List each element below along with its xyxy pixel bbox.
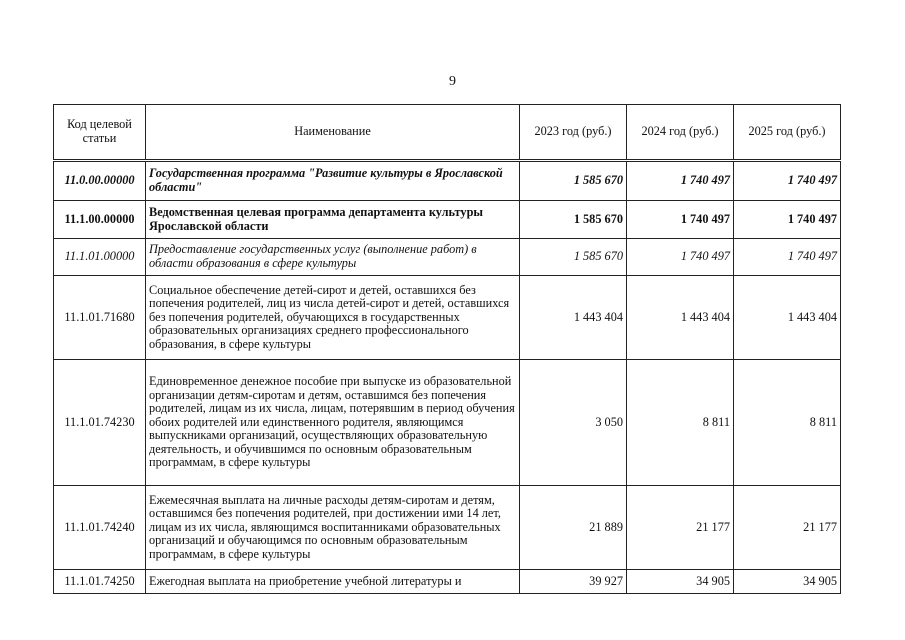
row-name: Социальное обеспечение детей-сирот и детей, оставшихся без попечения родителей, лиц из числа детей-сирот и детей, оставшихся без попечения родителей, обучающихся в государственных образовательных организациях среднего профессионального образования, в сфере культуры: [146, 276, 520, 360]
row-2024: 1 443 404: [627, 276, 734, 360]
row-code: 11.0.00.00000: [54, 161, 146, 201]
table-row: [54, 276, 841, 360]
row-2025: 1 740 497: [734, 161, 841, 201]
page-number: 9: [449, 74, 456, 89]
row-2025: 1 443 404: [734, 276, 841, 360]
row-name: Предоставление государственных услуг (выполнение работ) в области образования в сфере культуры: [146, 239, 520, 276]
header-2023: 2023 год (руб.): [520, 105, 627, 161]
row-2025: 1 740 497: [734, 239, 841, 276]
row-2024: 1 740 497: [627, 161, 734, 201]
row-2023: 1 585 670: [520, 239, 627, 276]
row-2024: 1 740 497: [627, 201, 734, 239]
table-row: [54, 570, 841, 594]
row-name: Ведомственная целевая программа департамента культуры Ярославской области: [146, 201, 520, 239]
row-code: 11.1.01.74240: [54, 486, 146, 570]
row-name: Единовременное денежное пособие при выпуске из образовательной организации детям-сиротам и детям, оставшимся без попечения родителей, лицам из их числа, лицам, потерявшим в период обучения обоих родителей или единственного родителя, являющимся выпускниками организаций, осуществляющих образовательную деятельность, и обучившимся по основным образовательным программам, в сфере культуры: [146, 360, 520, 486]
row-2025: 21 177: [734, 486, 841, 570]
row-name: Ежегодная выплата на приобретение учебной литературы и: [146, 570, 520, 594]
row-code: 11.1.01.74250: [54, 570, 146, 594]
header-2025: 2025 год (руб.): [734, 105, 841, 161]
row-2023: 1 585 670: [520, 201, 627, 239]
row-2023: 21 889: [520, 486, 627, 570]
table-row: [54, 201, 841, 239]
row-2024: 1 740 497: [627, 239, 734, 276]
table-header-row: [54, 105, 841, 161]
row-2024: 21 177: [627, 486, 734, 570]
table-row: [54, 360, 841, 486]
row-code: 11.1.01.71680: [54, 276, 146, 360]
table-row: [54, 239, 841, 276]
row-2023: 1 585 670: [520, 161, 627, 201]
budget-table: [53, 104, 841, 594]
row-2025: 8 811: [734, 360, 841, 486]
row-2023: 3 050: [520, 360, 627, 486]
table-row: [54, 161, 841, 201]
header-code: Код целевой статьи: [54, 105, 146, 161]
row-2023: 1 443 404: [520, 276, 627, 360]
row-2024: 8 811: [627, 360, 734, 486]
header-name: Наименование: [146, 105, 520, 161]
row-name: Государственная программа "Развитие культуры в Ярославской области": [146, 161, 520, 201]
row-name: Ежемесячная выплата на личные расходы детям-сиротам и детям, оставшимся без попечения родителей, при достижении ими 14 лет, лицам из их числа, являющимся воспитанниками образовательных организаций и обучающимся по основным образовательным программам, в сфере культуры: [146, 486, 520, 570]
header-2024: 2024 год (руб.): [627, 105, 734, 161]
row-code: 11.1.00.00000: [54, 201, 146, 239]
row-2025: 34 905: [734, 570, 841, 594]
row-code: 11.1.01.74230: [54, 360, 146, 486]
table-row: [54, 486, 841, 570]
row-2025: 1 740 497: [734, 201, 841, 239]
row-code: 11.1.01.00000: [54, 239, 146, 276]
row-2023: 39 927: [520, 570, 627, 594]
row-2024: 34 905: [627, 570, 734, 594]
